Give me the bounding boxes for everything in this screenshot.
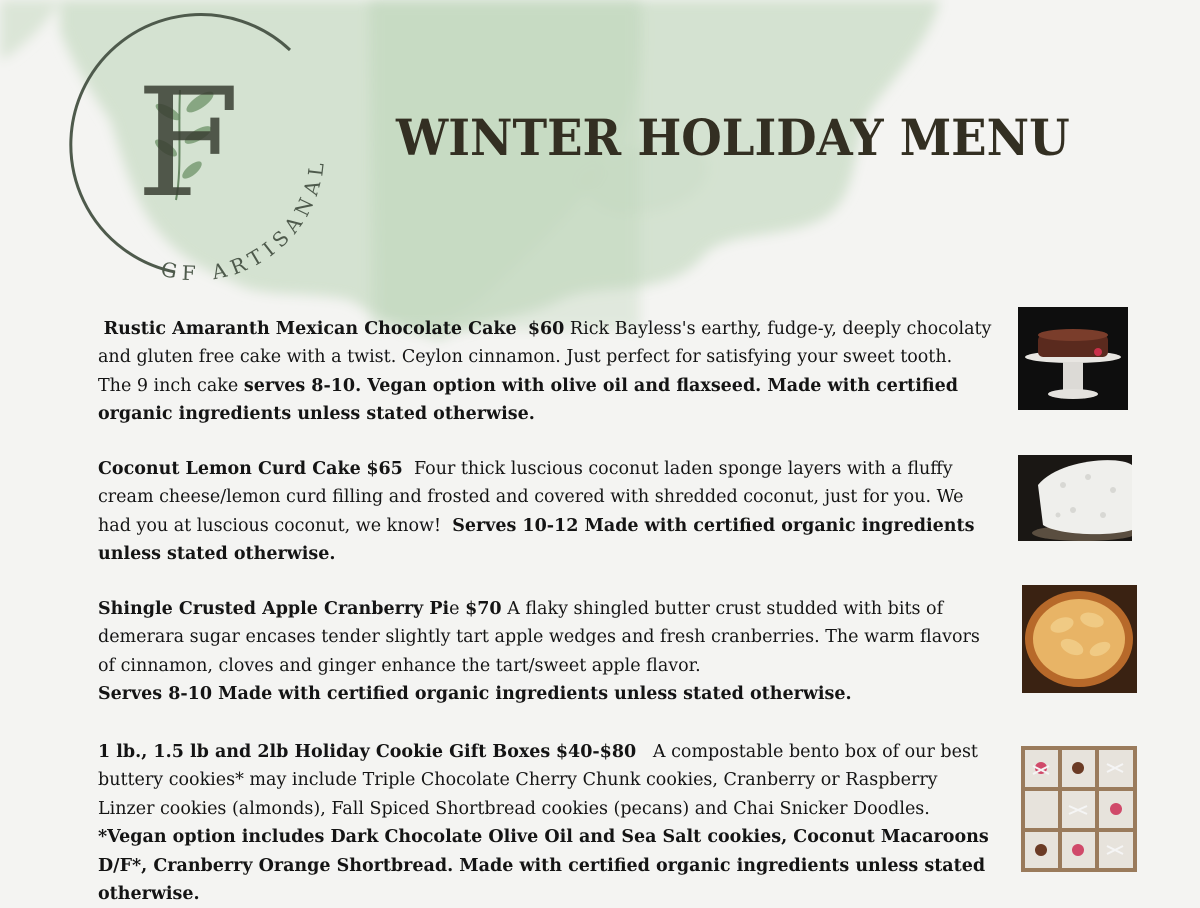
item-body [98, 738, 998, 908]
logo-caption-text: GF ARTISANAL [158, 155, 330, 286]
apple-pie-photo [1022, 585, 1137, 693]
item-details: Serves 10-12 Made with certified organic ingredients unless stated otherwise. [98, 515, 975, 565]
brand-logo [40, 0, 340, 290]
item-name: Shingle Crusted Apple Cranberry Pi [98, 599, 450, 619]
item-description: A compostable bento box of our best buttery cookies* may include Triple Chocolate Cherry Chunk cookies, Cranberry or Raspberry Linzer cookies (almonds), Fall Spiced Shortbread cookies (pecans) and Chai Snicker Doodles. [98, 742, 978, 819]
item-details: serves 8-10. Vegan option with olive oil and flaxseed. Made with certified organic ingredients unless stated otherwise. [98, 375, 958, 425]
item-body [98, 595, 998, 709]
item-body [98, 315, 998, 429]
item-name-tail: e [449, 599, 460, 619]
item-body [98, 455, 998, 569]
page-title: WINTER HOLIDAY MENU [396, 108, 1070, 167]
coconut-cake-photo [1018, 455, 1132, 541]
cookie-box-photo [1021, 746, 1137, 872]
item-name: Rustic Amaranth Mexican Chocolate Cake [103, 319, 517, 339]
item-description: Rick Bayless's earthy, fudge-y, deeply chocolaty and gluten free cake with a twist. Ceylon cinnamon. Just perfect for satisfying your sweet tooth. [98, 319, 992, 368]
item-name: Coconut Lemon Curd Cake [98, 459, 361, 479]
item-price: $60 [527, 319, 565, 339]
item-serves-intro: The 9 inch cake [98, 375, 239, 396]
menu-item-coconut-cake [98, 455, 998, 569]
item-price: $65 [366, 459, 403, 479]
item-details: Serves 8-10 Made with certified organic ingredients unless stated otherwise. [98, 684, 852, 705]
item-price: $70 [465, 599, 502, 619]
logo-letter: F [135, 57, 241, 231]
item-description: A flaky shingled butter crust studded with bits of demerara sugar encases tender slightly tart apple wedges and fresh cranberries. The warm flavors of cinnamon, cloves and ginger enhance the tart/sweet apple flavor. [98, 599, 980, 676]
chocolate-cake-photo [1018, 307, 1128, 410]
item-price: $40-$80 [555, 742, 637, 762]
menu-item-cookie-boxes [98, 738, 998, 908]
menu-item-chocolate-cake [98, 315, 998, 429]
menu-item-apple-pie [98, 595, 998, 709]
item-details: *Vegan option includes Dark Chocolate Olive Oil and Sea Salt cookies, Coconut Macaroons D/F*, Cranberry Orange Shortbread. Made with certified organic ingredients unless stated otherwise. [98, 827, 989, 905]
item-name: 1 lb., 1.5 lb and 2lb Holiday Cookie Gift Boxes [98, 742, 551, 762]
item-description: Four thick luscious coconut laden sponge layers with a fluffy cream cheese/lemon curd filling and frosted and covered with shredded coconut, just for you. We had you at luscious coconut, we know! [98, 459, 964, 536]
